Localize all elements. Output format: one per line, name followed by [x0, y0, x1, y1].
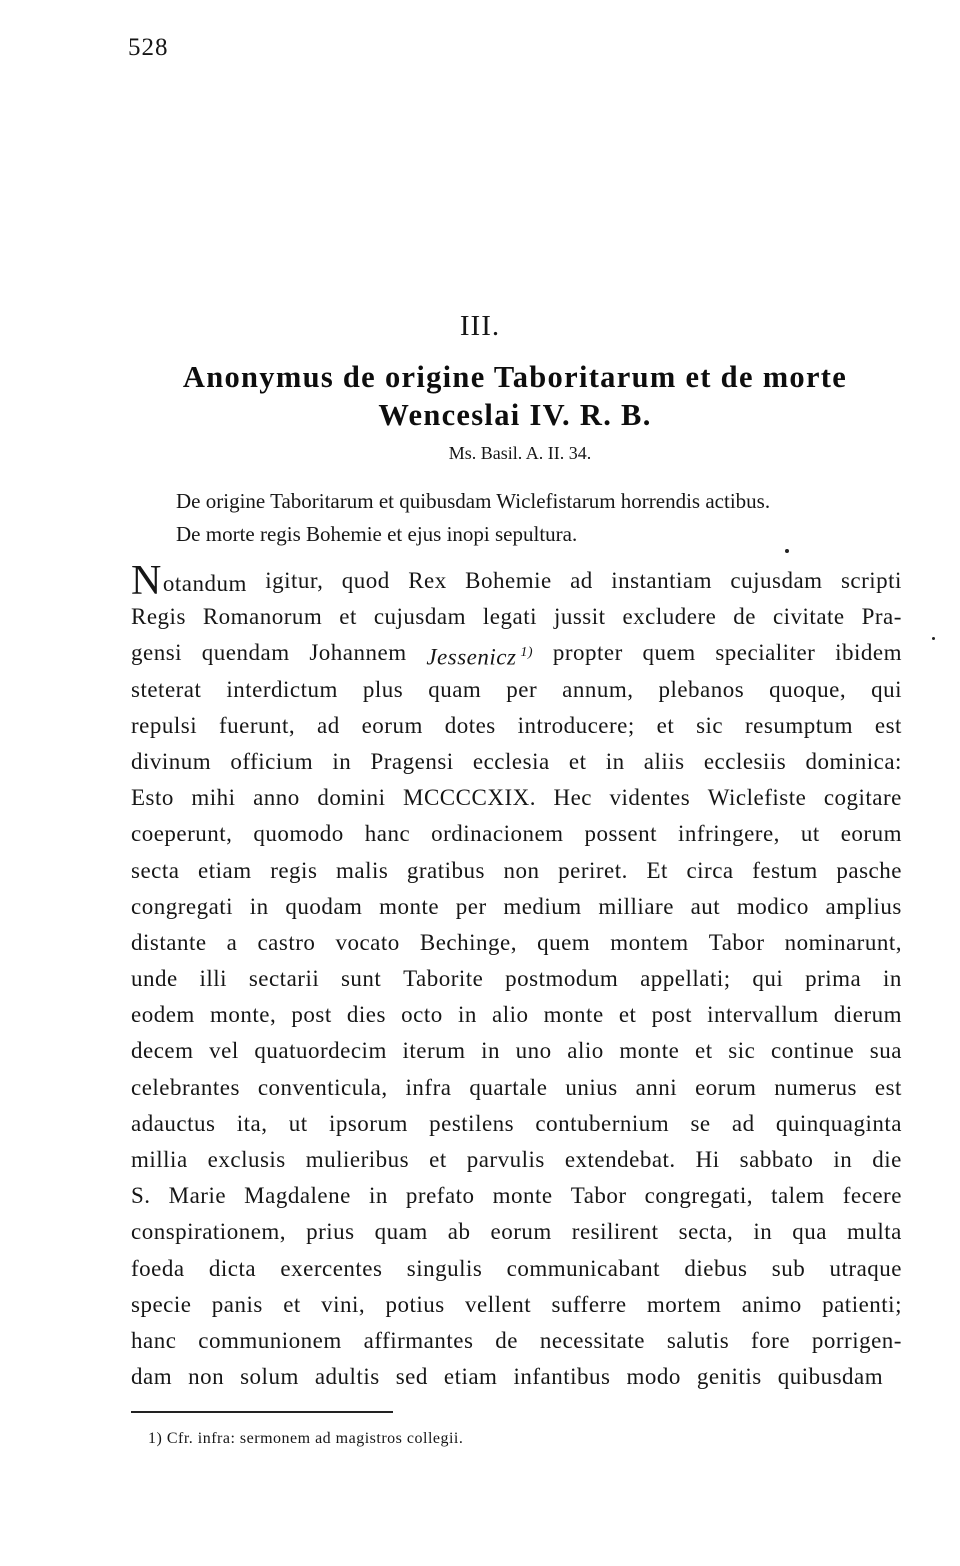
body-word: monte, — [209, 1002, 277, 1028]
body-word: quem — [537, 929, 591, 955]
body-word: alio — [567, 1038, 604, 1064]
body-word: alio — [492, 1002, 529, 1028]
body-word: affirmantes — [363, 1327, 474, 1353]
body-word: monte — [379, 893, 440, 919]
stray-dot-mark — [932, 637, 935, 640]
body-line — [131, 635, 902, 671]
body-word: est — [874, 712, 902, 738]
footnote-reference: 1) — [516, 645, 534, 661]
body-word: illi — [199, 966, 228, 992]
body-word: Romanorum — [202, 604, 323, 630]
body-line — [131, 1106, 902, 1142]
body-line — [131, 816, 902, 852]
initial-letter: N — [131, 558, 162, 604]
body-word: et — [429, 1147, 447, 1172]
body-line — [131, 1142, 902, 1178]
body-word: Marie — [168, 1183, 227, 1209]
body-word: jussit — [553, 604, 606, 630]
body-word: sectarii — [248, 966, 320, 992]
body-word: amplius — [825, 893, 902, 919]
body-word: solum — [240, 1364, 299, 1390]
body-word: quodam — [285, 893, 363, 919]
body-word: Pragensi — [370, 748, 454, 774]
body-word: fore — [751, 1327, 791, 1353]
body-word: montem — [610, 929, 689, 955]
body-word: quatuordecim — [254, 1038, 387, 1064]
summary-line-1: De origine Taboritarum et quibusdam Wiclefistarum horrendis actibus. — [176, 489, 771, 513]
body-word: postmodum — [505, 966, 619, 992]
body-word: Regis — [131, 604, 186, 630]
body-word: ipsorum — [328, 1110, 408, 1136]
body-line — [131, 1033, 902, 1069]
body-word: circa — [686, 857, 734, 883]
body-line — [131, 558, 902, 604]
body-line — [131, 1214, 902, 1250]
body-word: dierum — [833, 1002, 902, 1028]
body-word: in — [753, 1219, 773, 1245]
body-word: per — [506, 676, 538, 702]
body-word: resumptum — [745, 712, 853, 738]
body-word: Tabor — [708, 929, 765, 955]
body-word: adultis — [314, 1364, 380, 1390]
footnote-mark: 1) — [148, 1430, 163, 1447]
body-word: non — [503, 857, 540, 883]
body-word: mulieribus — [305, 1147, 410, 1172]
body-word: numerus — [774, 1074, 857, 1100]
body-line — [131, 1287, 902, 1323]
body-word: Bohemie — [465, 568, 552, 593]
body-word: fuerunt, — [218, 712, 296, 738]
body-word: genitis — [696, 1364, 762, 1390]
footnote-text: Cfr. infra: sermonem ad magistros collegii. — [166, 1430, 464, 1447]
body-word: periret. — [558, 857, 628, 883]
body-word: exercentes — [280, 1255, 383, 1281]
body-line — [131, 599, 902, 635]
body-word: specialiter — [715, 640, 816, 666]
body-word: infantibus — [513, 1364, 611, 1390]
body-word: prius — [306, 1219, 355, 1245]
body-word: in — [457, 1002, 477, 1028]
body-word: Notandum — [131, 558, 247, 604]
body-word: gensi — [131, 640, 183, 666]
manuscript-reference: Ms. Basil. A. II. 34. — [448, 443, 592, 463]
body-word: et — [283, 1291, 301, 1317]
body-word: et — [618, 1002, 637, 1028]
body-word: officium — [230, 748, 314, 774]
body-word: a — [226, 929, 238, 955]
body-word: etiam — [198, 857, 252, 883]
body-word: hanc — [131, 1327, 177, 1353]
body-word: festum — [752, 857, 818, 883]
body-line — [131, 1359, 902, 1395]
body-line — [131, 961, 902, 997]
body-word: vini, — [321, 1291, 366, 1317]
body-word: cujusdam — [373, 604, 466, 630]
body-word: quam — [428, 676, 482, 702]
footnote — [148, 1430, 463, 1448]
body-word: se — [690, 1110, 711, 1136]
body-word: quibusdam — [777, 1364, 884, 1390]
body-word: iterum — [402, 1038, 466, 1064]
body-word: necessitate — [539, 1327, 645, 1353]
body-word: quam — [374, 1219, 428, 1245]
body-word: congregati — [131, 893, 234, 919]
body-word: annum, — [562, 676, 634, 702]
body-word: repulsi — [131, 712, 198, 738]
body-word: ut — [288, 1110, 308, 1136]
body-word: foeda — [131, 1255, 185, 1281]
body-word: panis — [211, 1291, 263, 1317]
body-line — [131, 889, 902, 925]
body-word: quoque, — [769, 676, 847, 702]
body-word: uno — [515, 1038, 552, 1064]
body-word: steterat — [131, 676, 202, 702]
body-word: qui — [871, 676, 902, 702]
section-numeral: III. — [459, 310, 501, 342]
body-word: diebus — [684, 1255, 748, 1281]
body-word: ab — [447, 1219, 471, 1245]
body-word: die — [872, 1147, 902, 1172]
body-word: possent — [584, 821, 658, 847]
body-word: vocato — [335, 929, 400, 955]
body-word: appellati; — [640, 966, 731, 992]
body-line — [131, 1251, 902, 1287]
body-word: interdictum — [226, 676, 338, 702]
body-word: mortem — [646, 1291, 722, 1317]
body-word: unde — [131, 966, 178, 992]
body-word: legati — [482, 604, 537, 630]
body-word: Magdalene — [244, 1183, 351, 1209]
body-word: instantiam — [611, 568, 713, 593]
body-word: sua — [869, 1038, 902, 1064]
body-word: monte — [619, 1038, 680, 1064]
body-word: plebanos — [658, 676, 745, 702]
body-word: unius — [565, 1074, 618, 1100]
body-word: eodem — [131, 1002, 195, 1028]
body-word: ad — [570, 568, 593, 593]
body-word: scripti — [840, 568, 902, 593]
body-word: domini — [317, 785, 386, 811]
body-word: aliis — [643, 748, 685, 774]
body-word: Bechinge, — [419, 929, 517, 955]
body-word: propter — [552, 640, 623, 666]
body-word: malis — [335, 857, 389, 883]
body-word: in — [481, 1038, 501, 1064]
body-word: in — [249, 893, 269, 919]
body-word: de — [733, 604, 756, 630]
body-word: extendebat. — [564, 1147, 676, 1172]
body-word: introducere; — [517, 712, 635, 738]
body-word: resilirent — [571, 1219, 659, 1245]
body-word: Hec — [553, 785, 593, 811]
body-word: non — [188, 1364, 225, 1390]
body-word: quartale — [469, 1074, 548, 1100]
stray-dot-mark — [785, 549, 789, 553]
body-word: anno — [253, 785, 300, 811]
body-word: castro — [257, 929, 316, 955]
summary-line-2: De morte regis Bohemie et ejus inopi sepultura. — [176, 522, 578, 546]
body-word: Et — [646, 857, 668, 883]
body-word: qua — [792, 1219, 827, 1245]
body-word: sufferre — [551, 1291, 627, 1317]
body-word: milliare — [598, 893, 674, 919]
body-word: pasche — [836, 857, 902, 883]
body-word: intervallum — [707, 1002, 819, 1028]
body-word: excludere — [622, 604, 717, 630]
body-word: Pra- — [861, 604, 902, 630]
body-word: in — [368, 1183, 388, 1209]
body-word: in — [833, 1147, 853, 1172]
body-word: celebrantes — [131, 1074, 240, 1100]
body-word: ut — [800, 821, 820, 847]
body-word: dotes — [444, 712, 496, 738]
body-word: medium — [503, 893, 582, 919]
body-word: octo — [401, 1002, 443, 1028]
body-word: eorum — [361, 712, 423, 738]
body-word: quendam — [201, 640, 290, 666]
body-word: secta, — [678, 1219, 734, 1245]
body-word: per — [455, 893, 487, 919]
body-word: secta — [131, 857, 180, 883]
body-word: fecere — [842, 1183, 902, 1209]
body-word: sunt — [340, 966, 382, 992]
body-word: mihi — [191, 785, 236, 811]
body-word: sic — [728, 1038, 756, 1064]
body-word: post — [291, 1002, 332, 1028]
body-word: MCCCCXIX. — [403, 785, 536, 811]
body-word: etiam — [443, 1364, 498, 1390]
body-word: hanc — [364, 821, 411, 847]
body-word: parvulis — [466, 1147, 545, 1172]
body-word: sub — [771, 1255, 806, 1281]
body-word: dam — [131, 1364, 173, 1390]
body-word: eorum — [840, 821, 902, 847]
body-word: et — [656, 712, 675, 738]
body-word: cujusdam — [730, 568, 823, 593]
body-word: sed — [395, 1364, 428, 1390]
body-word: singulis — [406, 1255, 483, 1281]
body-word: gratibus — [406, 857, 485, 883]
body-word: modo — [626, 1364, 681, 1390]
body-word: anni — [635, 1074, 678, 1100]
body-word: in — [332, 748, 352, 774]
body-word: in — [882, 966, 902, 992]
body-word: Tabor — [570, 1183, 627, 1209]
body-line — [131, 853, 902, 889]
footnote-rule — [131, 1411, 393, 1413]
body-word: eorum — [490, 1219, 552, 1245]
body-word: Hi — [695, 1147, 720, 1172]
body-word: prefato — [405, 1183, 475, 1209]
body-word: specie — [131, 1291, 192, 1317]
body-word: conspirationem, — [131, 1219, 287, 1245]
body-word: ecclesia — [472, 748, 550, 774]
body-word: talem — [771, 1183, 825, 1209]
body-word: Taborite — [403, 966, 484, 992]
body-word: de — [495, 1327, 519, 1353]
body-word: multa — [847, 1219, 902, 1245]
body-word: ad — [317, 712, 340, 738]
body-word: et — [695, 1038, 713, 1064]
body-word: in — [605, 748, 625, 774]
body-word: contubernium — [535, 1110, 670, 1136]
page-number: 528 — [128, 34, 169, 61]
body-word: congregati, — [644, 1183, 753, 1209]
chapter-title — [120, 358, 910, 434]
body-line — [131, 997, 902, 1033]
body-word: distante — [131, 929, 207, 955]
body-word: vellent — [465, 1291, 532, 1317]
body-word: post — [651, 1002, 692, 1028]
body-word: decem — [131, 1038, 194, 1064]
body-word: quod — [341, 568, 390, 593]
body-word: adauctus — [131, 1110, 216, 1136]
body-word: igitur, — [265, 568, 324, 593]
body-word: Rex — [408, 568, 447, 593]
body-word: conventicula, — [257, 1074, 388, 1100]
body-word: plus — [362, 676, 404, 702]
body-line — [131, 744, 902, 780]
body-word: communicabant — [506, 1255, 661, 1281]
body-line — [131, 708, 902, 744]
body-word: videntes — [609, 785, 691, 811]
body-word: potius — [385, 1291, 445, 1317]
body-word: nominarunt, — [784, 929, 902, 955]
body-word: ecclesiis — [703, 748, 787, 774]
body-word: est — [874, 1074, 902, 1100]
body-word: Esto — [131, 785, 174, 811]
body-word: continue — [770, 1038, 855, 1064]
body-word: patienti; — [822, 1291, 902, 1317]
body-word: prima — [805, 966, 862, 992]
body-word: et — [568, 748, 587, 774]
body-word: millia — [131, 1147, 188, 1172]
italic-name: Jessenicz $^{1)}$ — [426, 645, 534, 671]
body-word: coeperunt, — [131, 821, 233, 847]
body-word: Wiclefiste — [707, 785, 807, 811]
body-word: salutis — [666, 1327, 730, 1353]
body-word: ita, — [236, 1110, 268, 1136]
body-word: et — [339, 604, 357, 630]
body-word: modico — [736, 893, 809, 919]
body-word: animo — [741, 1291, 802, 1317]
body-word: qui — [752, 966, 784, 992]
body-word: aut — [690, 893, 721, 919]
body-word: monte — [492, 1183, 553, 1209]
body-word: ordinacionem — [431, 821, 564, 847]
body-line — [131, 1070, 902, 1106]
body-word: sabbato — [739, 1147, 814, 1172]
body-line — [131, 1178, 902, 1214]
body-word: infringere, — [677, 821, 780, 847]
body-word: quinquaginta — [775, 1110, 902, 1136]
body-word: dominica: — [805, 748, 902, 774]
body-word: porrigen- — [811, 1327, 902, 1353]
body-word: dicta — [208, 1255, 257, 1281]
body-word: ad — [731, 1110, 755, 1136]
title-line-1: Anonymus de origine Taboritarum et de morte — [182, 360, 848, 394]
body-word: pestilens — [429, 1110, 515, 1136]
body-word: ibidem — [835, 640, 902, 666]
body-word: regis — [270, 857, 318, 883]
body-word: dies — [346, 1002, 386, 1028]
body-word: cogitare — [823, 785, 902, 811]
body-word: infra — [405, 1074, 452, 1100]
body-word: vel — [209, 1038, 239, 1064]
body-word: divinum — [131, 748, 212, 774]
body-text — [131, 558, 902, 1395]
body-line — [131, 1323, 902, 1359]
body-word: monte — [543, 1002, 604, 1028]
body-word: communionem — [198, 1327, 342, 1353]
body-word: quem — [642, 640, 696, 666]
body-word: S. — [131, 1183, 151, 1209]
body-word: utraque — [829, 1255, 902, 1281]
body-word: Johannem — [309, 640, 407, 666]
chapter-summary — [176, 485, 770, 551]
body-word: sic — [696, 712, 724, 738]
body-line — [131, 925, 902, 961]
body-word: eorum — [695, 1074, 757, 1100]
body-line — [131, 672, 902, 708]
body-word: civitate — [772, 604, 845, 630]
title-line-2: Wenceslai IV. R. B. — [378, 398, 652, 432]
body-word: quomodo — [253, 821, 344, 847]
body-line — [131, 780, 902, 816]
body-word: exclusis — [207, 1147, 286, 1172]
